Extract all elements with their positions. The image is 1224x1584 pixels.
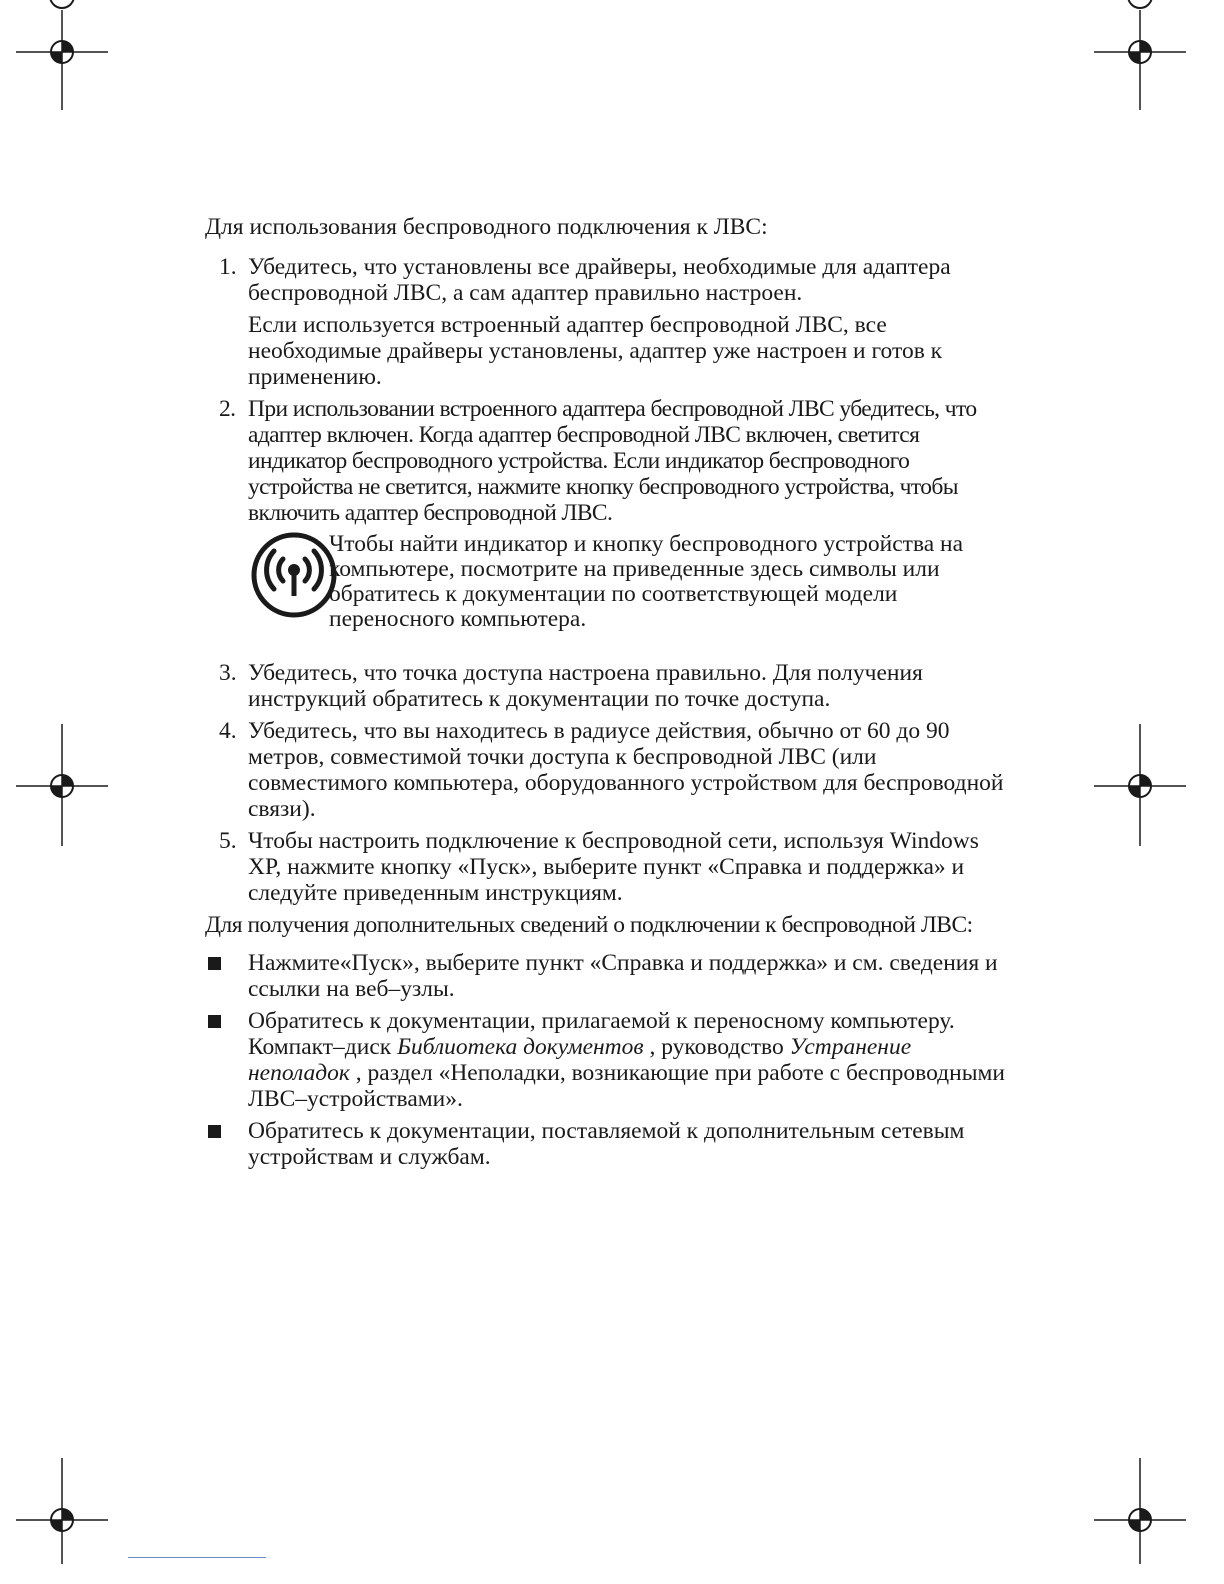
- wireless-note: [205, 532, 1015, 632]
- step-number: 2.: [219, 396, 236, 422]
- document-body: [205, 214, 1015, 1176]
- crop-mark-bottom-left: [16, 1458, 112, 1564]
- step-number: 4.: [219, 718, 237, 744]
- bullet-square-icon: [208, 957, 221, 970]
- bullet-text-part: , руководство: [643, 1034, 790, 1060]
- info-bullets: [205, 950, 1015, 1170]
- step-3: [205, 660, 1015, 712]
- bullet-text-part: Обратитесь к документации, прилагаемой к переносному компьютеру. Компакт–диск: [248, 1008, 955, 1060]
- bullet-square-icon: [208, 1015, 221, 1028]
- note-text: Чтобы найти индикатор и кнопку беспроводного устройства на компьютере, посмотрите на приведенные здесь символы или обратитесь к документации по соответствующей модели переносного компьютера.: [329, 531, 964, 632]
- bottom-rule: [128, 1557, 266, 1558]
- intro-paragraph: Для использования беспроводного подключения к ЛВС:: [205, 214, 768, 240]
- steps-list: [205, 254, 1015, 526]
- bullet-text-part: , раздел «Неполадки, возникающие при работе с беспроводными ЛВС–устройствами».: [248, 1060, 1005, 1112]
- step-4: [205, 718, 1015, 822]
- step-1: [205, 254, 1015, 390]
- step-number: 3.: [219, 660, 237, 686]
- bullet-text: Нажмите«Пуск», выберите пункт «Справка и поддержка» и см. сведения и ссылки на веб–узлы.: [248, 950, 998, 1002]
- bullet-help-center: [205, 950, 1015, 1002]
- crop-mark-top-right: [1094, 0, 1190, 112]
- crop-mark-bottom-right: [1094, 1458, 1190, 1564]
- bullet-documentation: [205, 1008, 1015, 1112]
- step-5: [205, 828, 1015, 906]
- step-number: 5.: [219, 828, 237, 854]
- more-info-paragraph: Для получения дополнительных сведений о подключении к беспроводной ЛВС:: [205, 912, 973, 938]
- bullet-square-icon: [208, 1125, 221, 1138]
- step-number: 1.: [219, 254, 237, 280]
- step-text: При использовании встроенного адаптера беспроводной ЛВС убедитесь, что адаптер включен. Когда адаптер беспроводной ЛВС включен, светится индикатор беспроводного устройства. Если индикатор беспроводного устройства не светится, нажмите кнопку беспроводного устройства, чтобы включить адаптер беспроводной ЛВС.: [248, 396, 977, 526]
- step-text: Убедитесь, что точка доступа настроена правильно. Для получения инструкций обратитесь к документации по точке доступа.: [248, 660, 923, 712]
- bullet-text: Обратитесь к документации, поставляемой к дополнительным сетевым устройствам и службам.: [248, 1118, 965, 1170]
- troubleshooting-title: Устранение неполадок: [248, 1034, 912, 1086]
- step-2: [205, 396, 1015, 526]
- wireless-icon: [205, 532, 329, 623]
- step-text: Убедитесь, что установлены все драйверы, необходимые для адаптера беспроводной ЛВС, а сам адаптер правильно настроен.: [248, 254, 951, 306]
- step-text: Чтобы настроить подключение к беспроводной сети, используя Windows XP, нажмите кнопку «Пуск», выберите пункт «Справка и поддержка» и следуйте приведенным инструкциям.: [248, 828, 979, 906]
- step-subtext: Если используется встроенный адаптер беспроводной ЛВС, все необходимые драйверы установлены, адаптер уже настроен и готов к применению.: [248, 312, 943, 390]
- crop-mark-top-left: [16, 0, 112, 112]
- steps-list-continued: [205, 660, 1015, 906]
- bullet-network-devices: [205, 1118, 1015, 1170]
- crop-mark-middle-right: [1094, 724, 1190, 848]
- crop-mark-middle-left: [16, 724, 112, 848]
- step-text: Убедитесь, что вы находитесь в радиусе действия, обычно от 60 до 90 метров, совместимой точки доступа к беспроводной ЛВС (или совместимого компьютера, оборудованного устройством для беспроводной связи).: [248, 718, 1004, 822]
- doc-library-title: Библиотека документов: [397, 1034, 644, 1060]
